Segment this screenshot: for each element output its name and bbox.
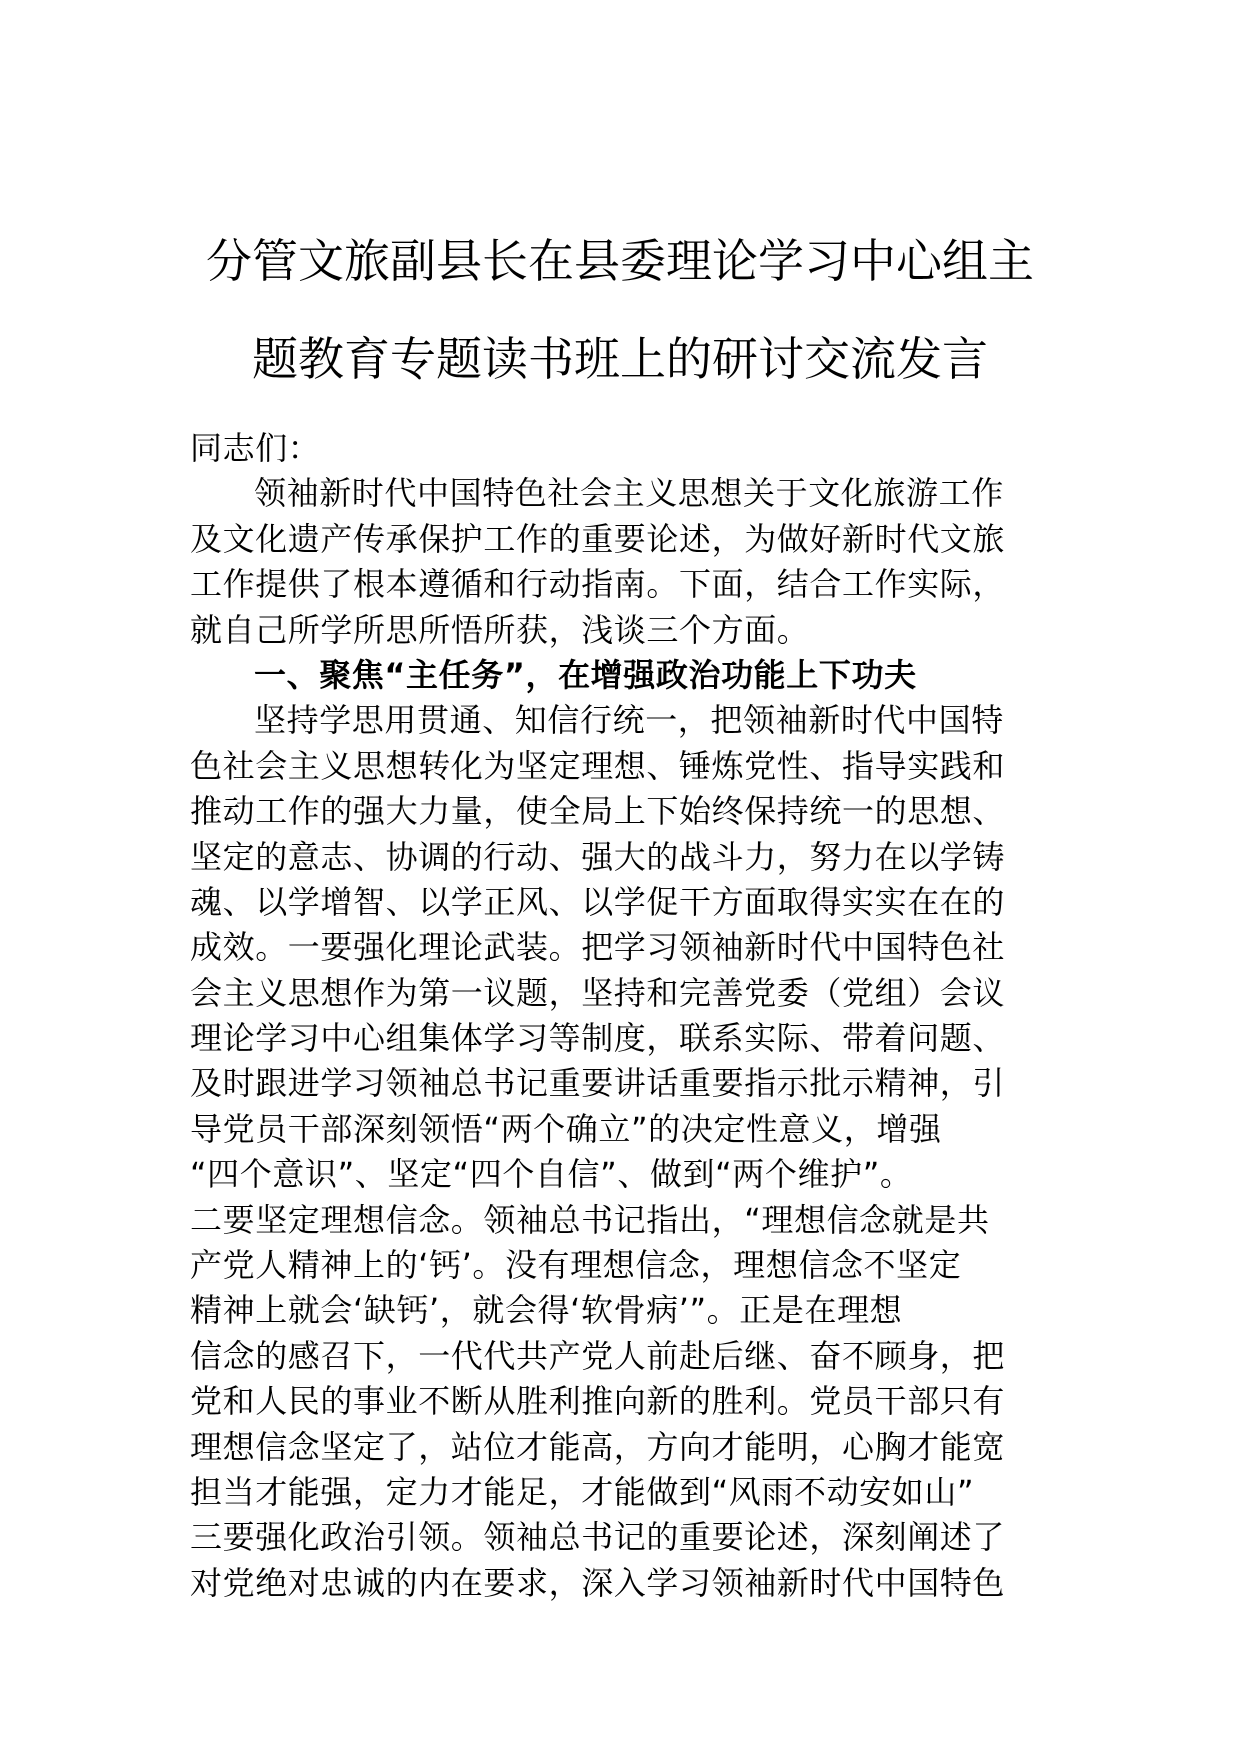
- text-line: 坚持学思用贯通、知信行统一，把领袖新时代中国特: [254, 701, 1004, 740]
- text-line: 就自己所学所思所悟所获，浅谈三个方面。: [190, 610, 810, 649]
- title-line-2: 题教育专题读书班上的研讨交流发言: [252, 332, 988, 386]
- text-line: 坚定的意志、协调的行动、强大的战斗力，努力在以学铸: [190, 837, 1006, 876]
- text-line: 会主义思想作为第一议题，坚持和完善党委（党组）会议: [190, 973, 1006, 1012]
- text-line: 成效。一要强化理论武装。把学习领袖新时代中国特色社: [190, 928, 1006, 967]
- text-line: 及时跟进学习领袖总书记重要讲话重要指示批示精神，引: [190, 1064, 1006, 1103]
- paragraph-section-1: [190, 698, 1050, 1606]
- text-line: 担当才能强，定力才能足，才能做到“风雨不动安如山”: [190, 1472, 975, 1511]
- salutation: 同志们：: [190, 429, 321, 467]
- text-line: 党和人民的事业不断从胜利推向新的胜利。党员干部只有: [190, 1382, 1006, 1421]
- text-line: 精神上就会‘缺钙’，就会得‘软骨病’”。正是在理想: [190, 1291, 903, 1330]
- text-line: 信念的感召下，一代代共产党人前赴后继、奋不顾身，把: [190, 1336, 1006, 1375]
- text-line: 魂、以学增智、以学正风、以学促干方面取得实实在在的: [190, 882, 1006, 921]
- title-line-1: 分管文旅副县长在县委理论学习中心组主: [206, 234, 1034, 288]
- document-title: [180, 212, 1060, 408]
- text-line: 及文化遗产传承保护工作的重要论述，为做好新时代文旅: [190, 519, 1006, 558]
- text-line: 产党人精神上的‘钙’。没有理想信念，理想信念不坚定: [190, 1246, 962, 1285]
- section-heading-1: 一、聚焦“主任务”，在增强政治功能上下功夫: [254, 655, 917, 694]
- text-line: 推动工作的强大力量，使全局上下始终保持统一的思想、: [190, 792, 1006, 831]
- text-line: 工作提供了根本遵循和行动指南。下面，结合工作实际，: [190, 565, 1006, 604]
- text-line: “四个意识”、坚定“四个自信”、做到“两个维护”。: [190, 1155, 913, 1194]
- paragraph-intro: [190, 471, 1050, 653]
- text-line: 领袖新时代中国特色社会主义思想关于文化旅游工作: [254, 474, 1004, 513]
- document-body: [190, 426, 1050, 1606]
- text-line: 三要强化政治引领。领袖总书记的重要论述，深刻阐述了: [190, 1518, 1006, 1557]
- text-line: 二要坚定理想信念。领袖总书记指出，“理想信念就是共: [190, 1200, 990, 1239]
- text-line: 色社会主义思想转化为坚定理想、锤炼党性、指导实践和: [190, 746, 1006, 785]
- text-line: 理论学习中心组集体学习等制度，联系实际、带着问题、: [190, 1019, 1006, 1058]
- text-line: 对党绝对忠诚的内在要求，深入学习领袖新时代中国特色: [190, 1563, 1006, 1602]
- text-line: 导党员干部深刻领悟“两个确立”的决定性意义，增强: [190, 1109, 942, 1148]
- text-line: 理想信念坚定了，站位才能高，方向才能明，心胸才能宽: [190, 1427, 1006, 1466]
